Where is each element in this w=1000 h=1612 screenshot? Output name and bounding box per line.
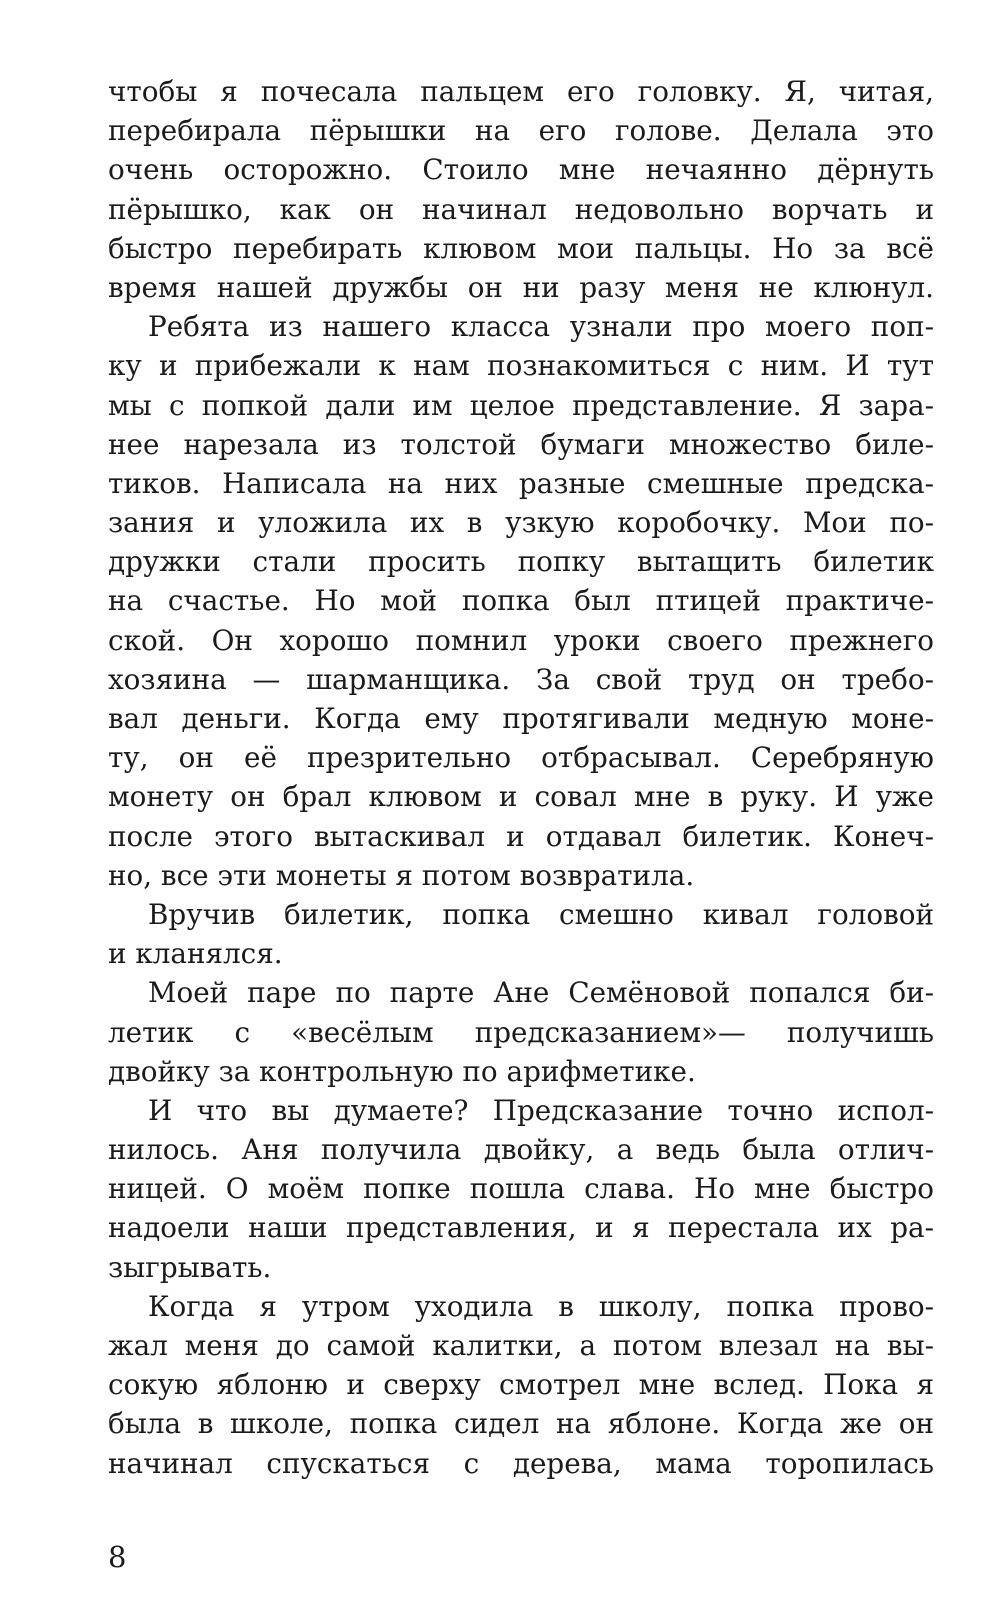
- text-line: зыгрывать.: [108, 1250, 272, 1284]
- text-line: дружки стали просить попку вытащить билетик: [108, 545, 934, 579]
- text-line: жал меня до самой калитки, а потом влезал на вы-: [108, 1329, 934, 1362]
- text-line: ской. Он хорошо помнил уроки своего прежнего: [108, 623, 934, 657]
- text-line: начинал спускаться с дерева, мама торопилась: [108, 1446, 934, 1480]
- text-line: перебирала пёрышки на его голове. Делала это: [108, 114, 934, 148]
- text-line: Вручив билетик, попка смешно кивал головой: [148, 897, 934, 931]
- page-number: 8: [108, 1540, 127, 1574]
- text-line: сокую яблоню и сверху смотрел мне вслед. Пока я: [108, 1368, 934, 1402]
- text-line: чтобы я почесала пальцем его головку. Я, читая,: [108, 75, 934, 108]
- text-line: ку и прибежали к нам познакомиться с ним. И тут: [108, 349, 934, 383]
- text-line: ницей. О моём попке пошла слава. Но мне быстро: [108, 1172, 934, 1206]
- body-text: [108, 72, 934, 1483]
- text-line: мы с попкой дали им целое представление. Я зара-: [108, 388, 934, 422]
- text-line: нилось. Аня получила двойку, а ведь была отлич-: [108, 1133, 934, 1167]
- text-line: летик с «весёлым предсказанием»— получишь: [108, 1015, 934, 1049]
- text-line: Ребята из нашего класса узнали про моего поп-: [148, 310, 934, 344]
- text-line: хозяина — шарманщика. За свой труд он требо-: [108, 662, 934, 696]
- text-line: очень осторожно. Стоило мне нечаянно дёрнуть: [108, 153, 934, 187]
- text-line: монету он брал клювом и совал мне в руку. И уже: [108, 780, 934, 814]
- text-line: быстро перебирать клювом мои пальцы. Но за всё: [108, 231, 934, 265]
- text-line: после этого вытаскивал и отдавал билетик. Конеч-: [108, 819, 934, 853]
- text-line: вал деньги. Когда ему протягивали медную моне-: [108, 702, 934, 735]
- text-line: надоели наши представления, и я перестала их ра-: [108, 1211, 934, 1245]
- text-line: Когда я утром уходила в школу, попка прово-: [148, 1289, 934, 1323]
- text-line: зания и уложила их в узкую коробочку. Мои по-: [108, 506, 934, 540]
- text-line: ту, он её презрительно отбрасывал. Серебряную: [108, 741, 934, 775]
- text-line: пёрышко, как он начинал недовольно ворчать и: [108, 192, 934, 226]
- text-line: тиков. Написала на них разные смешные предска-: [108, 466, 934, 500]
- text-line: Моей паре по парте Ане Семёновой попался би-: [148, 976, 934, 1010]
- text-line: но, все эти монеты я потом возвратила.: [108, 858, 695, 892]
- text-line: была в школе, попка сидел на яблоне. Когда же он: [108, 1407, 934, 1441]
- text-line: и кланялся.: [108, 937, 283, 971]
- text-line: нее нарезала из толстой бумаги множество биле-: [108, 427, 934, 461]
- text-line: двойку за контрольную по арифметике.: [108, 1054, 696, 1088]
- text-line: на счастье. Но мой попка был птицей практиче-: [108, 584, 934, 618]
- text-line: И что вы думаете? Предсказание точно испол-: [148, 1093, 934, 1127]
- text-line: время нашей дружбы он ни разу меня не клюнул.: [108, 270, 934, 304]
